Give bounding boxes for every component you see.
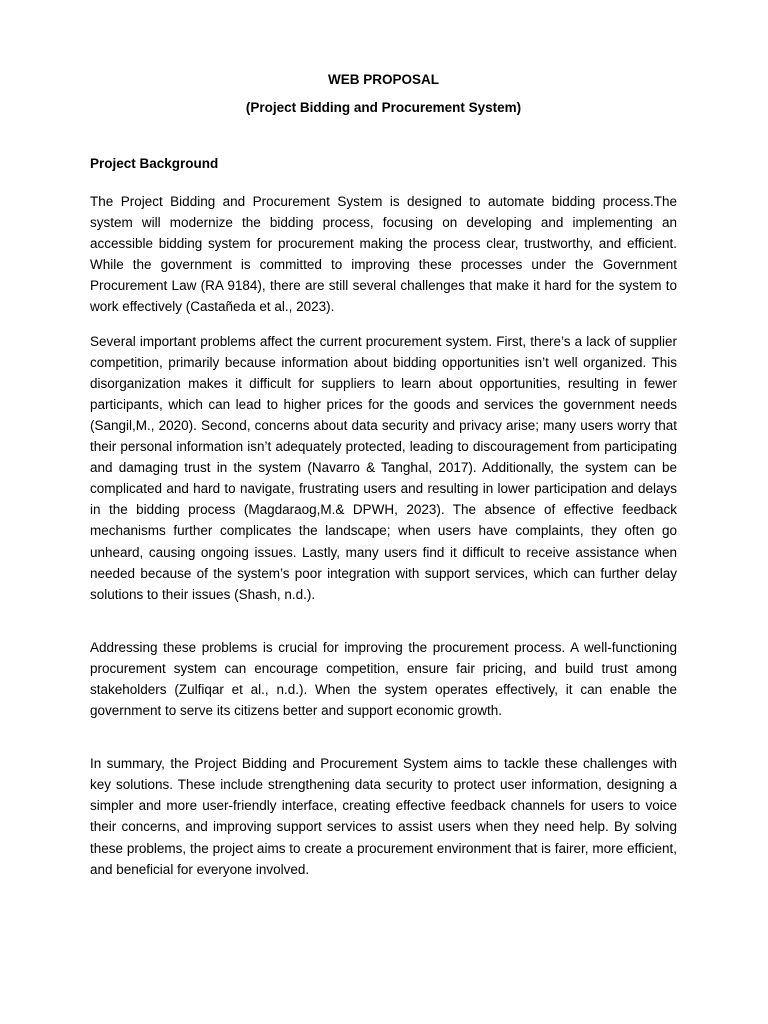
document-title: WEB PROPOSAL	[327, 72, 439, 87]
paragraph-3: Addressing these problems is crucial for improving the procurement process. A well-functioning procurement system can encourage competition, ensure fair pricing, and build trust among stakeholders (Zulfiqar et al., n.d.). When the system operates effectively, it can enable the government to serve its citizens better and support economic growth.	[90, 639, 677, 719]
paragraph-4: In summary, the Project Bidding and Procurement System aims to tackle these challenges with key solutions. These include strengthening data security to protect user information, designing a simpler and more user-friendly interface, creating effective feedback channels for users to voice their concerns, and improving support services to assist users when they need help. By solving these problems, the project aims to create a procurement environment that is fairer, more efficient, and beneficial for everyone involved.	[90, 756, 677, 877]
paragraph-2: Several important problems affect the current procurement system. First, there’s a lack of supplier competition, primarily because information about bidding opportunities isn’t well organized. This disorganization makes it difficult for suppliers to learn about opportunities, resulting in fewer participants, which can lead to higher prices for the goods and services the government needs (Sangil,M., 2020). Second, concerns about data security and privacy arise; many users worry that their personal information isn’t adequately protected, leading to discouragement from participating and damaging trust in the system (Navarro & Tanghal, 2017). Additionally, the system can be complicated and hard to navigate, frustrating users and resulting in lower participation and delays in the bidding process (Magdaraog,M.& DPWH, 2023). The absence of effective feedback mechanisms further complicates the landscape; when users have complaints, they often go unheard, causing ongoing issues. Lastly, many users find it difficult to receive assistance when needed because of the system’s poor integration with support services, which can further delay solutions to their issues (Shash, n.d.).	[90, 333, 677, 602]
paragraph-1: The Project Bidding and Procurement System is designed to automate bidding process.The system will modernize the bidding process, focusing on developing and implementing an accessible bidding system for procurement making the process clear, trustworthy, and efficient. While the government is committed to improving these processes under the Government Procurement Law (RA 9184), there are still several challenges that make it hard for the system to work effectively (Castañeda et al., 2023).	[90, 194, 677, 315]
document-page	[90, 70, 677, 880]
section-heading: Project Background	[90, 156, 219, 171]
document-subtitle: (Project Bidding and Procurement System)	[245, 100, 522, 115]
